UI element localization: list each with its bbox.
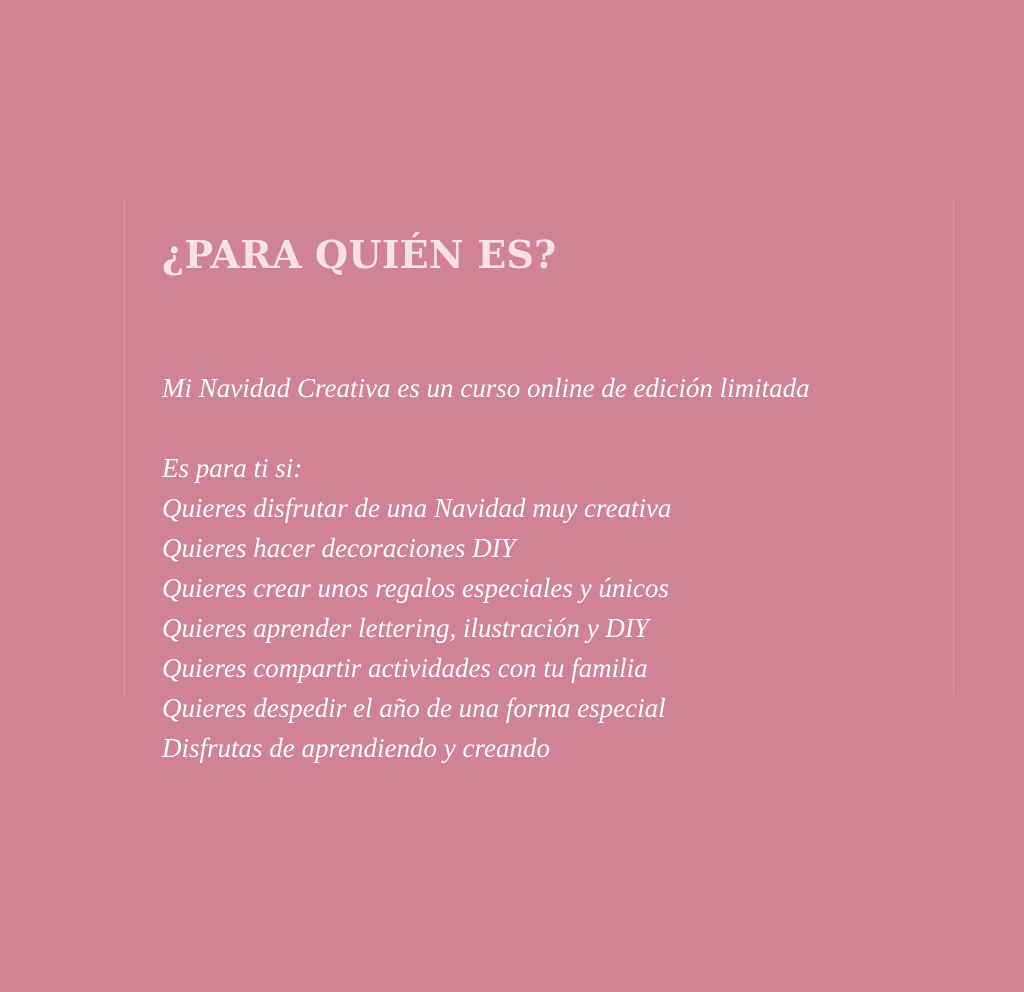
list-item: Quieres aprender lettering, ilustración y DIY: [162, 613, 649, 643]
list-item: Disfrutas de aprendiendo y creando: [162, 733, 550, 763]
intro-text: Mi Navidad Creativa es un curso online de edición limitada: [162, 373, 810, 403]
list-item: Quieres disfrutar de una Navidad muy creativa: [162, 493, 672, 523]
section-title: ¿PARA QUIÉN ES?: [162, 232, 557, 277]
list-heading: Es para ti si:: [162, 453, 303, 483]
list-item: Quieres despedir el año de una forma especial: [162, 693, 666, 723]
panel-border-right: [953, 198, 954, 695]
list-item: Quieres crear unos regalos especiales y únicos: [162, 573, 669, 603]
list-item: Quieres hacer decoraciones DIY: [162, 533, 516, 563]
panel-border-left: [124, 198, 125, 695]
list-item: Quieres compartir actividades con tu familia: [162, 653, 648, 683]
section-body: [162, 368, 942, 768]
